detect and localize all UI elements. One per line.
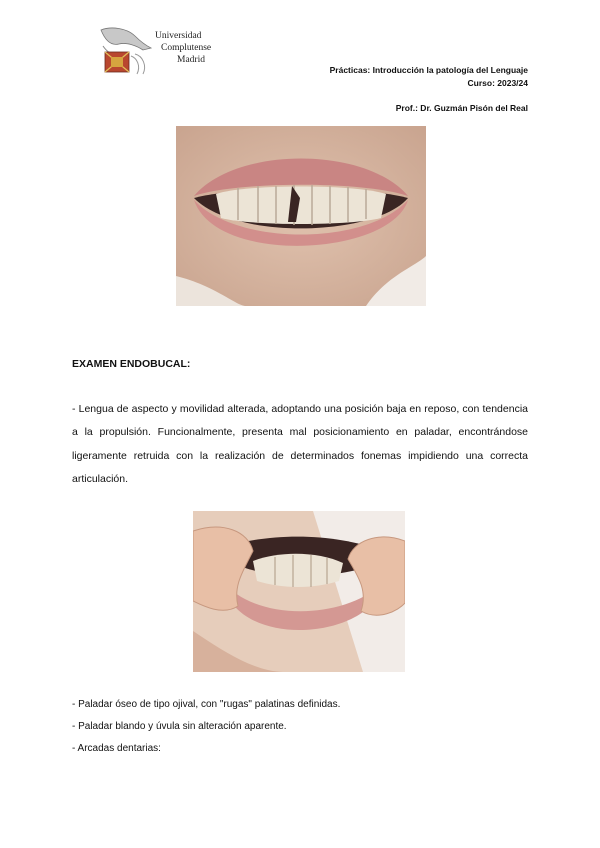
tongue-description-paragraph: - Lengua de aspecto y movilidad alterada, adoptando una posición baja en reposo, con tendencia a la propulsión. Funcionalmente, presenta mal posicionamiento en paladar, encontrándose ligeramente retruida con la realización de determinados fonemas impidiendo una correcta articulación.	[72, 403, 528, 485]
logo-line-universidad: Universidad	[155, 31, 202, 41]
mouth-photo-palate	[193, 511, 405, 672]
section-heading: EXAMEN ENDOBUCAL:	[72, 358, 191, 370]
university-crest-icon	[97, 26, 153, 76]
course-line: Prácticas: Introducción la patología del Lenguaje	[329, 65, 528, 75]
professor-line: Prof.: Dr. Guzmán Pisón del Real	[395, 103, 528, 113]
mouth-photo-front	[176, 126, 426, 306]
list-item: - Paladar óseo de tipo ojival, con "rugas" palatinas definidas.	[72, 699, 341, 710]
findings-list	[72, 698, 340, 764]
year-line: Curso: 2023/24	[467, 78, 528, 88]
list-item: - Paladar blando y úvula sin alteración aparente.	[72, 721, 287, 732]
university-name	[155, 30, 227, 66]
logo-line-madrid: Madrid	[177, 55, 205, 65]
list-item: - Arcadas dentarias:	[72, 743, 161, 754]
university-logo	[97, 26, 227, 76]
document-header	[330, 64, 528, 115]
logo-line-complutense: Complutense	[161, 43, 212, 53]
